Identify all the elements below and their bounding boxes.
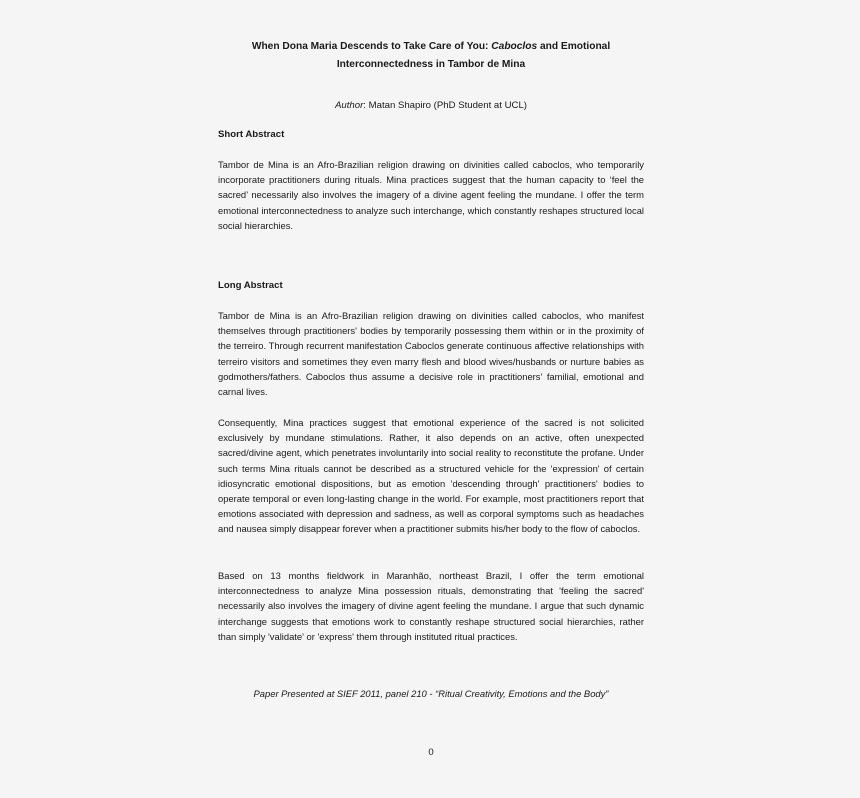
long-abstract-paragraph-2: Consequently, Mina practices suggest that emotional experience of the sacred is not solicited exclusively by mundane stimulations. Rather, it also depends on an active, often unexpected sacred/divine agent, which penetrates involuntarily into social reality to reconstitute the profane. Under such terms Mina rituals cannot be described as a structured vehicle for the 'expression' of certain idiosyncratic emotional dispositions, but as emotion 'descending through' practitioners' bodies to operate temporal or even long-lasting change in the world. For example, most practitioners report that emotions associated with depression and sadness, as well as corporal symptoms such as headaches and nausea simply disappear forever when a practitioner submits his/her body to the flow of caboclos.: [218, 417, 644, 535]
long-abstract-paragraph-3: Based on 13 months fieldwork in Maranhão, northeast Brazil, I offer the term emotional interconnectedness to analyze Mina possession rituals, demonstrating that 'feeling the sacred' necessarily also involves the imagery of divine agent feeling the mundane. I argue that such dynamic interchange suggests that emotions work to constantly reshape structured social hierarchies, rather than simply 'validate' or 'express' them through instituted ritual practices.: [218, 570, 644, 642]
short-abstract-text: Tambor de Mina is an Afro-Brazilian religion drawing on divinities called caboclos, who temporarily incorporate practitioners during rituals. Mina practices suggest that the human capacity to ‘feel the sacred’ necessarily also involves the imagery of a divine agent feeling the mundane. I offer the term emotional interconnectedness to analyze such interchange, which constantly reshapes structured local social hierarchies.: [218, 159, 644, 231]
title-italic-term: Caboclos: [491, 41, 538, 52]
long-abstract-paragraph-1: Tambor de Mina is an Afro-Brazilian religion drawing on divinities called caboclos, who manifest themselves through practitioners' bodies by temporarily possessing them within or in the proximity of the terreiro. Through recurrent manifestation Caboclos generate continuous affective relationships with terreiro visitors and sometimes they even marry flesh and blood wives/husbands or nurture babies as godmothers/fathers. Caboclos thus assume a decisive role in practitioners' familial, emotional and carnal lives.: [218, 310, 644, 398]
document-title: [218, 38, 644, 74]
title-line-2: Interconnectedness in Tambor de Mina: [336, 59, 526, 70]
author-label: Author: [335, 100, 364, 111]
conference-note: Paper Presented at SIEF 2011, panel 210 - “Ritual Creativity, Emotions and the Body”: [253, 688, 609, 699]
page-number: 0: [428, 747, 434, 758]
author-line: [218, 98, 644, 114]
title-line-1: When Dona Maria Descends to Take Care of You: Caboclos and Emotional: [251, 41, 611, 52]
author-value: : Matan Shapiro (PhD Student at UCL): [363, 100, 527, 111]
long-abstract-heading: Long Abstract: [218, 280, 283, 291]
short-abstract-heading: Short Abstract: [218, 129, 285, 140]
